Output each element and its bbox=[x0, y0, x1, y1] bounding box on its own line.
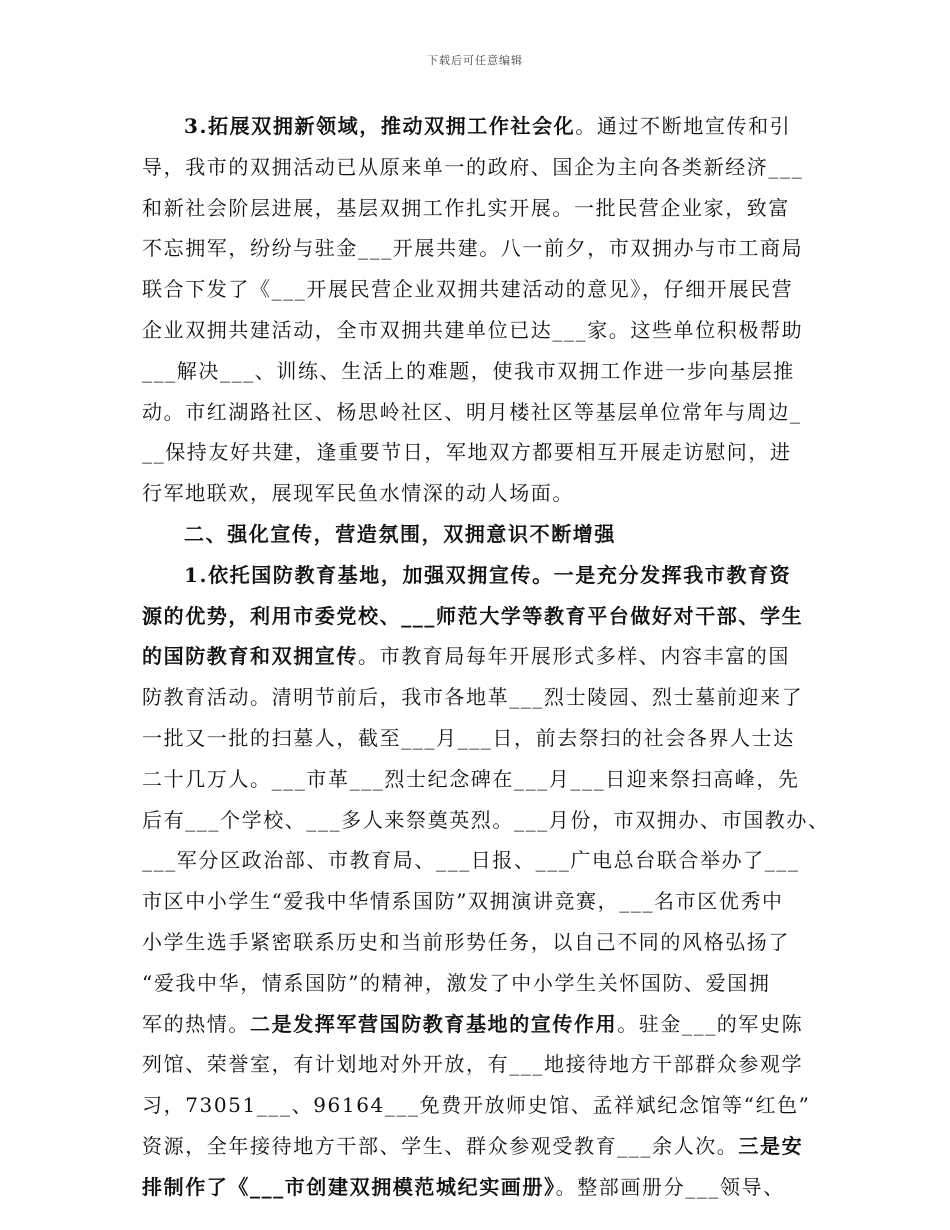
paragraph-line bbox=[142, 677, 814, 718]
paragraph-line bbox=[142, 106, 814, 147]
heading-text: 3.拓展双拥新领域，推动双拥工作社会化 bbox=[184, 114, 576, 138]
body-text: 和新社会阶层进展，基层双拥工作扎实开展。一批民营企业家，致富 bbox=[142, 195, 790, 220]
body-text: “爱我中华，情系国防”的精神，激发了中小学生关怀国防、爱国拥 bbox=[142, 970, 771, 995]
section-heading bbox=[142, 514, 814, 555]
paragraph-line bbox=[142, 800, 830, 841]
body-text: 资源，全年接待地方干部、学生、群众参观受教育___余人次。 bbox=[142, 1133, 739, 1158]
heading-text: 源的优势，利用市委党校、___师范大学等教育平台做好对干部、学生 bbox=[142, 603, 804, 628]
paragraph-line bbox=[142, 228, 814, 269]
body-text: 行军地联欢，展现军民鱼水情深的动人场面。 bbox=[142, 481, 574, 506]
heading-text: 二是发挥军营国防教育基地的宣传作用 bbox=[250, 1011, 618, 1036]
paragraph-line bbox=[142, 392, 814, 433]
body-text: 二十几万人。___市革___烈士纪念碑在___月___日迎来祭扫高峰，先 bbox=[142, 766, 800, 791]
body-text: 市区中小学生“爱我中华情系国防”双拥演讲竞赛，___名市区优秀中 bbox=[142, 889, 784, 914]
paragraph-line bbox=[142, 840, 814, 881]
body-text: 习，73051___、96164___免费开放师史馆、孟祥斌纪念馆等“红色” bbox=[142, 1093, 811, 1118]
body-text: 后有___个学校、___多人来祭奠英烈。___月份，市双拥办、市国教办、 bbox=[142, 807, 830, 832]
paragraph-line bbox=[142, 1167, 814, 1208]
body-text: 防教育活动。清明节前后，我市各地革___烈士陵园、烈士墓前迎来了 bbox=[142, 685, 804, 710]
paragraph-line bbox=[142, 188, 814, 229]
heading-text: 二、强化宣传，营造氛围，双拥意识不断增强 bbox=[184, 521, 616, 546]
body-text: 联合下发了《___开展民营企业双拥共建活动的意见》，仔细开展民营 bbox=[142, 277, 794, 302]
body-text: ___解决___、训练、生活上的难题，使我市双拥工作进一步向基层推 bbox=[142, 358, 795, 383]
document-body bbox=[142, 106, 830, 1208]
paragraph-line bbox=[142, 1044, 814, 1085]
body-text: __保持友好共建，逢重要节日，军地双方都要相互开展走访慰问，进 bbox=[142, 440, 792, 465]
paragraph-line bbox=[142, 351, 814, 392]
paragraph-line bbox=[142, 269, 814, 310]
paragraph-line bbox=[142, 310, 814, 351]
paragraph-line bbox=[142, 636, 814, 677]
body-text: 军的热情。 bbox=[142, 1011, 250, 1036]
heading-text: 排制作了《___市创建双拥模范城纪实画册》 bbox=[142, 1174, 556, 1199]
paragraph-line bbox=[142, 1126, 814, 1167]
paragraph-line bbox=[142, 596, 814, 637]
paragraph-line bbox=[142, 1004, 814, 1045]
paragraph-line bbox=[142, 718, 814, 759]
paragraph-line bbox=[142, 555, 814, 596]
page-header-note: 下载后可任意编辑 bbox=[427, 54, 523, 67]
body-text: 列馆、荣誉室，有计划地对外开放，有___地接待地方干部群众参观学 bbox=[142, 1052, 804, 1077]
paragraph-line bbox=[142, 1085, 814, 1126]
heading-text: 三是安 bbox=[738, 1133, 804, 1158]
heading-text: 1.依托国防教育基地，加强双拥宣传。一是充分发挥我市教育资 bbox=[184, 562, 792, 587]
paragraph-line bbox=[142, 922, 814, 963]
paragraph-line bbox=[142, 759, 814, 800]
paragraph-line bbox=[142, 432, 814, 473]
paragraph-line bbox=[142, 147, 814, 188]
body-text: 动。市红湖路社区、杨思岭社区、明月楼社区等基层单位常年与周边_ bbox=[142, 399, 802, 424]
body-text: 。整部画册分___领导、 bbox=[555, 1174, 785, 1199]
body-text: 企业双拥共建活动，全市双拥共建单位已达___家。这些单位积极帮助 bbox=[142, 317, 804, 342]
paragraph-line bbox=[142, 881, 814, 922]
paragraph-line bbox=[142, 963, 814, 1004]
body-text: 。驻金___的军史陈 bbox=[617, 1011, 804, 1036]
body-text: 不忘拥军，纷纷与驻金___开展共建。八一前夕，市双拥办与市工商局 bbox=[142, 236, 804, 261]
body-text: 小学生选手紧密联系历史和当前形势任务，以自己不同的风格弘扬了 bbox=[142, 929, 790, 954]
body-text: 。市教育局每年开展形式多样、内容丰富的国 bbox=[358, 644, 790, 669]
body-text: ___军分区政治部、市教育局、___日报、___广电总台联合举办了___ bbox=[142, 848, 800, 873]
body-text: 。通过不断地宣传和引 bbox=[575, 114, 792, 138]
body-text: 导，我市的双拥活动已从原来单一的政府、国企为主向各类新经济___ bbox=[142, 154, 804, 179]
heading-text: 的国防教育和双拥宣传 bbox=[142, 644, 358, 669]
body-text: 一批又一批的扫墓人，截至___月___日，前去祭扫的社会各界人士达 bbox=[142, 725, 795, 750]
paragraph-line bbox=[142, 473, 814, 514]
